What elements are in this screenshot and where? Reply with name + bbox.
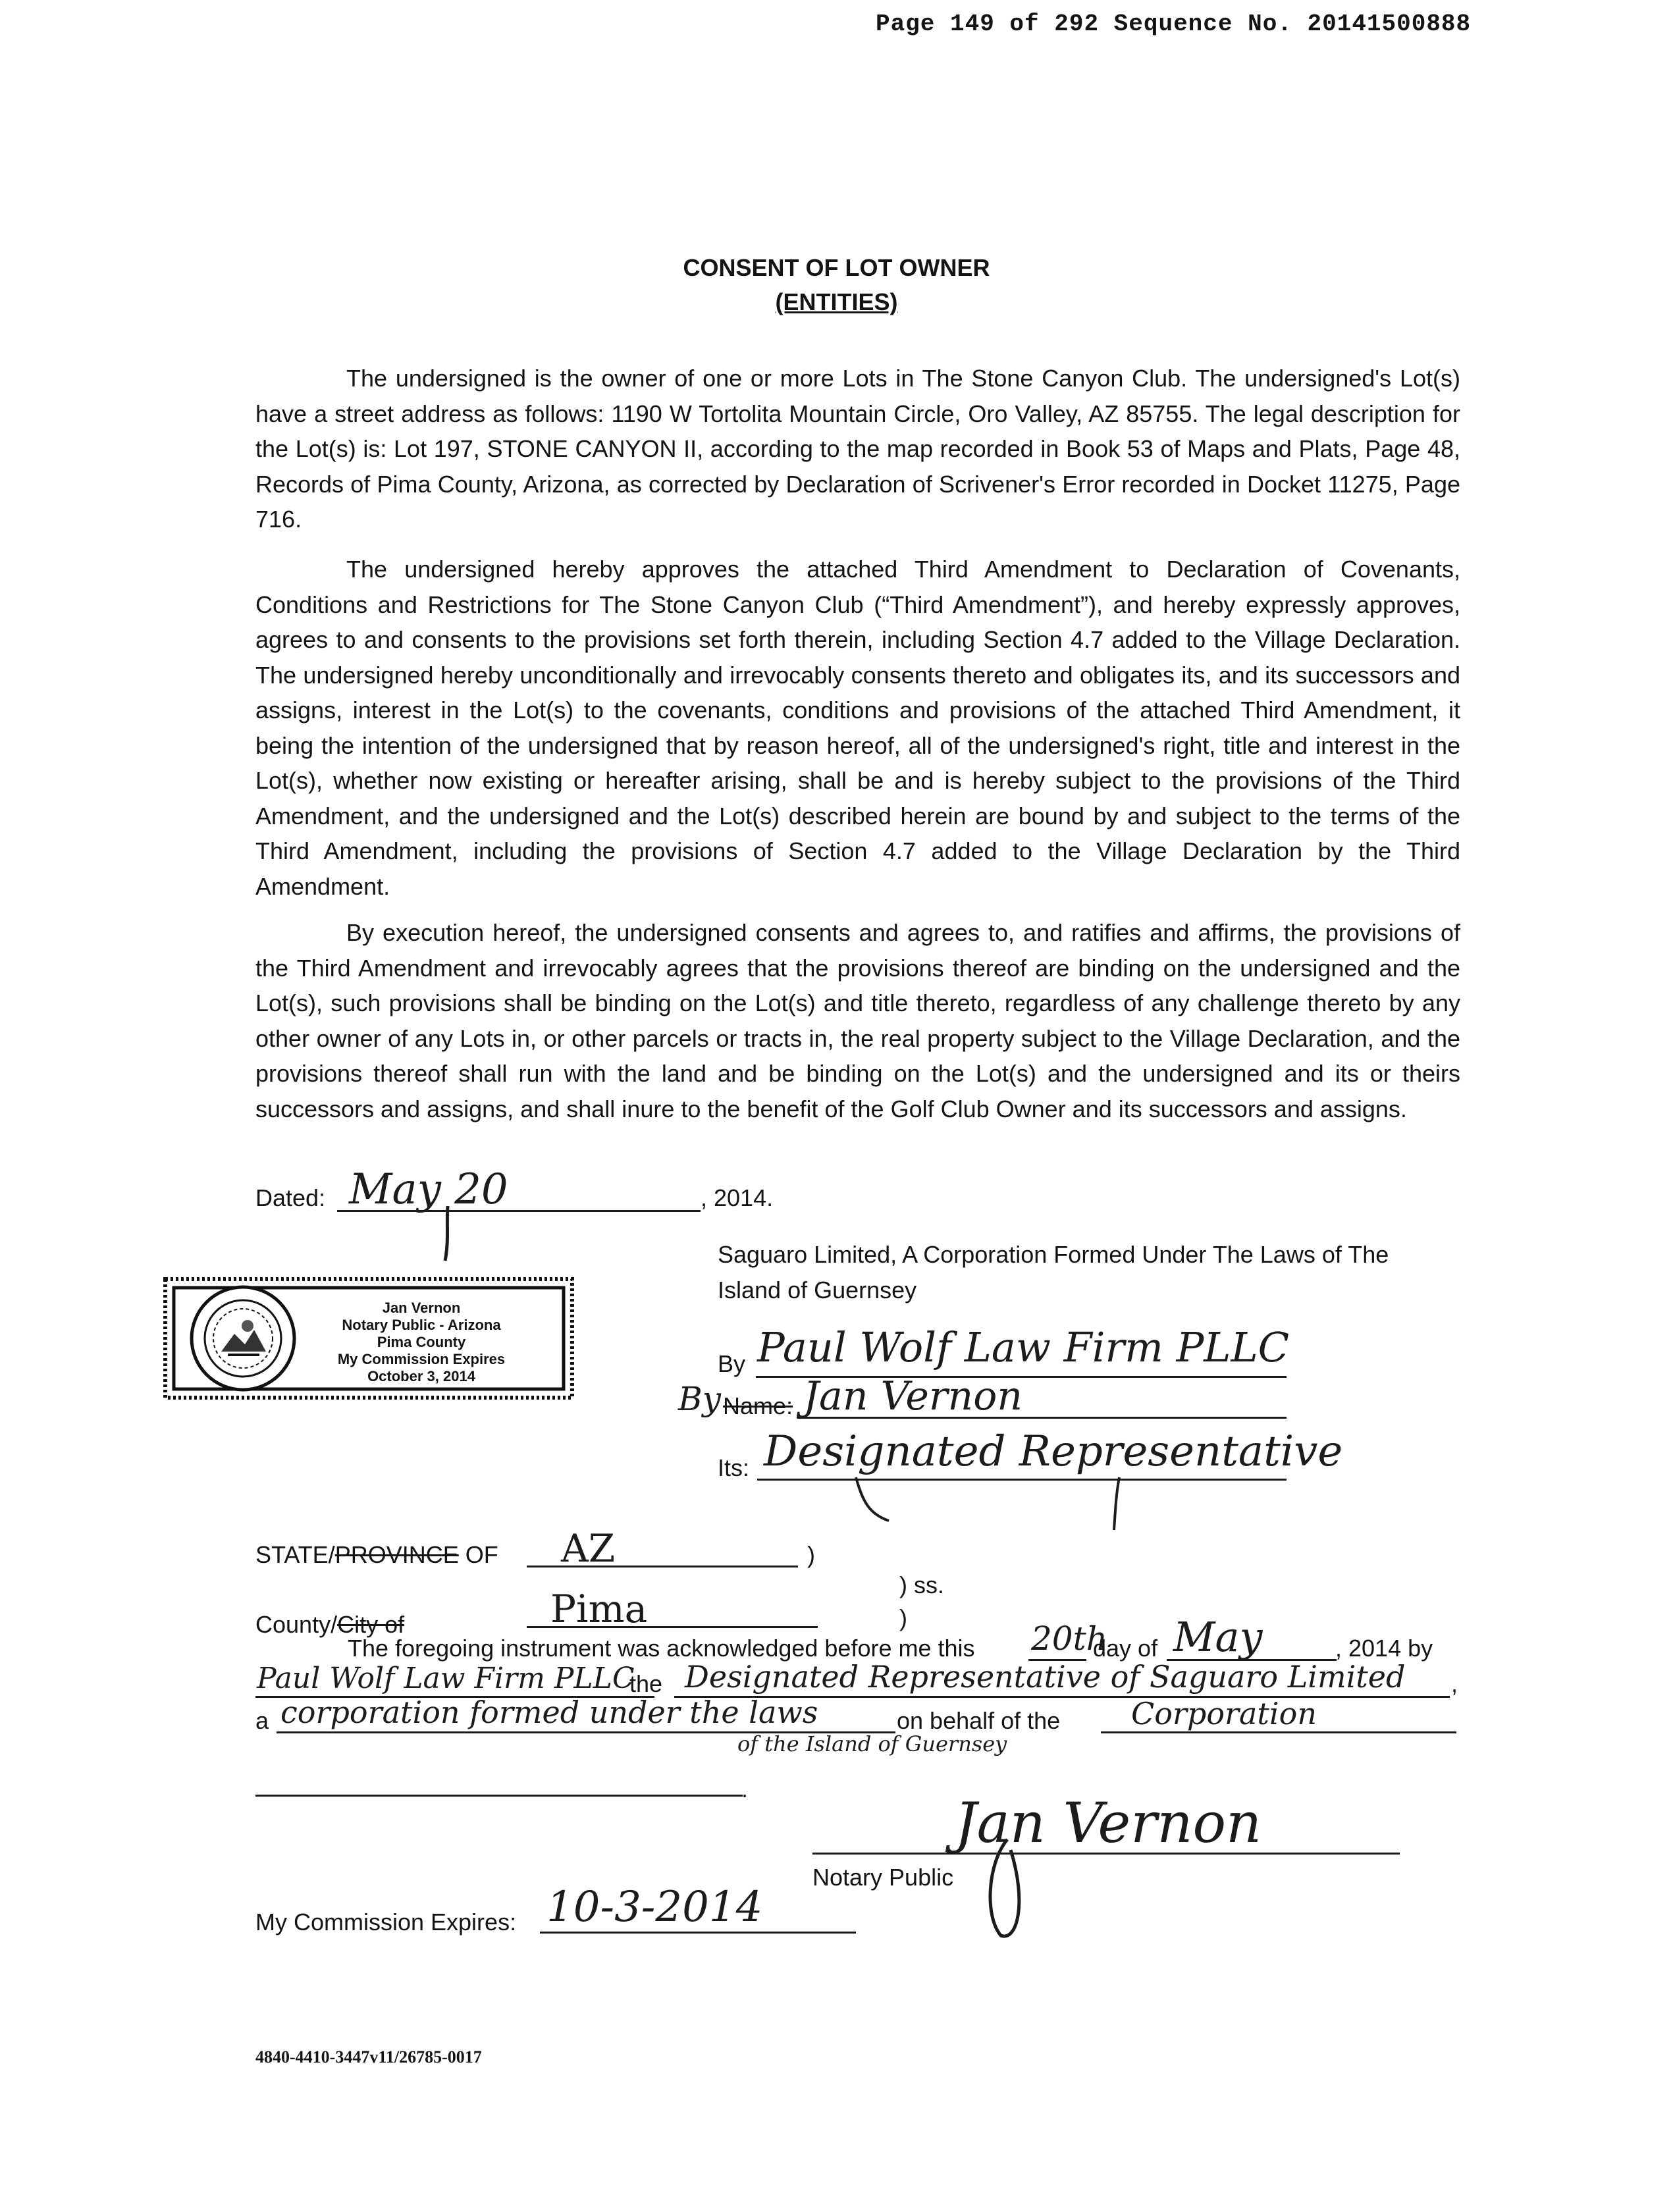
county-label: County/City of — [255, 1611, 405, 1638]
its-handwritten: Designated Representative — [764, 1427, 1343, 1476]
notary-signature: Jan Vernon — [955, 1791, 1262, 1855]
entity-name-line2: Island of Guernsey — [718, 1277, 917, 1304]
ack-behalf-underline — [1101, 1731, 1456, 1733]
ack-comma: , — [1451, 1670, 1458, 1697]
notary-stamp — [163, 1277, 574, 1400]
ack-text-1: The foregoing instrument was acknowledged before me this — [348, 1635, 975, 1662]
state-handwritten: AZ — [561, 1526, 616, 1571]
stamp-county: Pima County — [377, 1334, 466, 1350]
ack-text-2: day of — [1093, 1635, 1158, 1662]
name-signature: Jan Vernon — [803, 1373, 1022, 1419]
entity-name-line1: Saguaro Limited, A Corporation Formed Under The Laws of The — [718, 1241, 1389, 1268]
county-paren: ) — [899, 1604, 907, 1631]
ack-entity-handwritten: corporation formed under the laws — [280, 1695, 818, 1730]
by-handwritten: Paul Wolf Law Firm PLLC — [757, 1323, 1290, 1371]
body-paragraph-2: The undersigned hereby approves the attached Third Amendment to Declaration of Covenants, Conditions and Restrictions for The Stone Canyon Club (“Third Amendment”), and hereby expressly approves, agrees to and consents to the provisions set forth therein, including Section 4.7 added to the Village Declaration. The undersigned hereby unconditionally and irrevocably consents thereto and obligates its, and its successors and assigns, interest in the Lot(s) to the covenants, conditions and provisions of the attached Third Amendment, it being the intention of the undersigned that by reason hereof, all of the undersigned's right, title and interest in the Lot(s), whether now existing or hereafter arising, shall be and is hereby subject to the provisions of the Third Amendment, and the undersigned and the Lot(s) described herein are bound by and subject to the terms of the Third Amendment, including the provisions of Section 4.7 added to the Village Declaration by the Third Amendment. — [255, 556, 1460, 900]
stamp-commission-date: October 3, 2014 — [367, 1368, 475, 1384]
document-title: CONSENT OF LOT OWNER — [683, 254, 990, 281]
ss-label: ) ss. — [899, 1571, 944, 1598]
ack-a-label: a — [255, 1707, 269, 1734]
body-paragraph-3: By execution hereof, the undersigned consents and agrees to, and ratifies and affirms, the provisions of the Third Amendment and irrevocably agrees that the provisions thereof are binding on the undersigned and the Lot(s), such provisions shall be binding on the Lot(s) and title thereto, regardless of any challenge thereto by any other owner of any Lots in, or other parcels or tracts in, the real property subject to the Village Declaration, and the provisions thereof shall run with the land and be binding on the Lot(s) and the undersigned and its or theirs successors and assigns, and shall inure to the benefit of the Golf Club Owner and its successors and assigns. — [255, 919, 1460, 1122]
arizona-state-seal-icon — [187, 1282, 299, 1394]
ack-behalf-handwritten: Corporation — [1131, 1696, 1317, 1731]
name-by-prefix-handwritten: By — [678, 1380, 721, 1418]
stamp-commission-label: My Commission Expires — [337, 1351, 506, 1367]
ack-the-label: the — [629, 1670, 663, 1697]
its-pen-strokes — [849, 1475, 1152, 1534]
state-paren: ) — [807, 1541, 815, 1568]
ack-entity-handwritten-2: of the Island of Guernsey — [737, 1731, 1007, 1756]
stamp-notary-title: Notary Public - Arizona — [342, 1317, 501, 1333]
ack-by-handwritten: Paul Wolf Law Firm PLLC — [257, 1662, 635, 1695]
dated-label: Dated: — [255, 1184, 326, 1211]
blank-period: . — [741, 1776, 749, 1803]
county-handwritten: Pima — [550, 1587, 648, 1631]
page-sequence-header: Page 149 of 292 Sequence No. 20141500888 — [876, 11, 1472, 38]
blank-underline — [255, 1795, 743, 1797]
document-id-footer: 4840-4410-3447v11/26785-0017 — [255, 2047, 482, 2067]
commission-handwritten: 10-3-2014 — [546, 1883, 763, 1932]
notary-signature-loop — [981, 1837, 1034, 1942]
stamp-notary-name: Jan Vernon — [382, 1300, 461, 1316]
ack-day-handwritten: 20th — [1031, 1620, 1107, 1658]
name-label: Name: — [723, 1392, 793, 1419]
notary-public-label: Notary Public — [812, 1864, 954, 1891]
ack-month-handwritten: May — [1173, 1613, 1263, 1661]
dated-handwritten: May 20 — [349, 1165, 508, 1214]
state-label: STATE/PROVINCE OF — [255, 1541, 498, 1568]
ack-behalf-label: on behalf of the — [897, 1707, 1061, 1734]
by-label: By — [718, 1350, 746, 1377]
ack-role-handwritten: Designated Representative of Saguaro Limited — [685, 1659, 1406, 1695]
commission-underline — [540, 1932, 856, 1934]
commission-expires-label: My Commission Expires: — [255, 1909, 517, 1936]
its-label: Its: — [718, 1454, 750, 1481]
dated-pen-stroke — [435, 1205, 461, 1264]
dated-year: , 2014. — [701, 1184, 774, 1211]
body-paragraph-1: The undersigned is the owner of one or more Lots in The Stone Canyon Club. The undersigned's Lot(s) have a street address as follows: 1190 W Tortolita Mountain Circle, Oro Valley, AZ 85755. The legal description for the Lot(s) is: Lot 197, STONE CANYON II, according to the map recorded in Book 53 of Maps and Plats, Page 48, Records of Pima County, Arizona, as corrected by Declaration of Scrivener's Error recorded in Docket 11275, Page 716. — [255, 365, 1460, 533]
ack-text-3: , 2014 by — [1335, 1635, 1433, 1662]
document-subtitle: (ENTITIES) — [775, 288, 898, 315]
